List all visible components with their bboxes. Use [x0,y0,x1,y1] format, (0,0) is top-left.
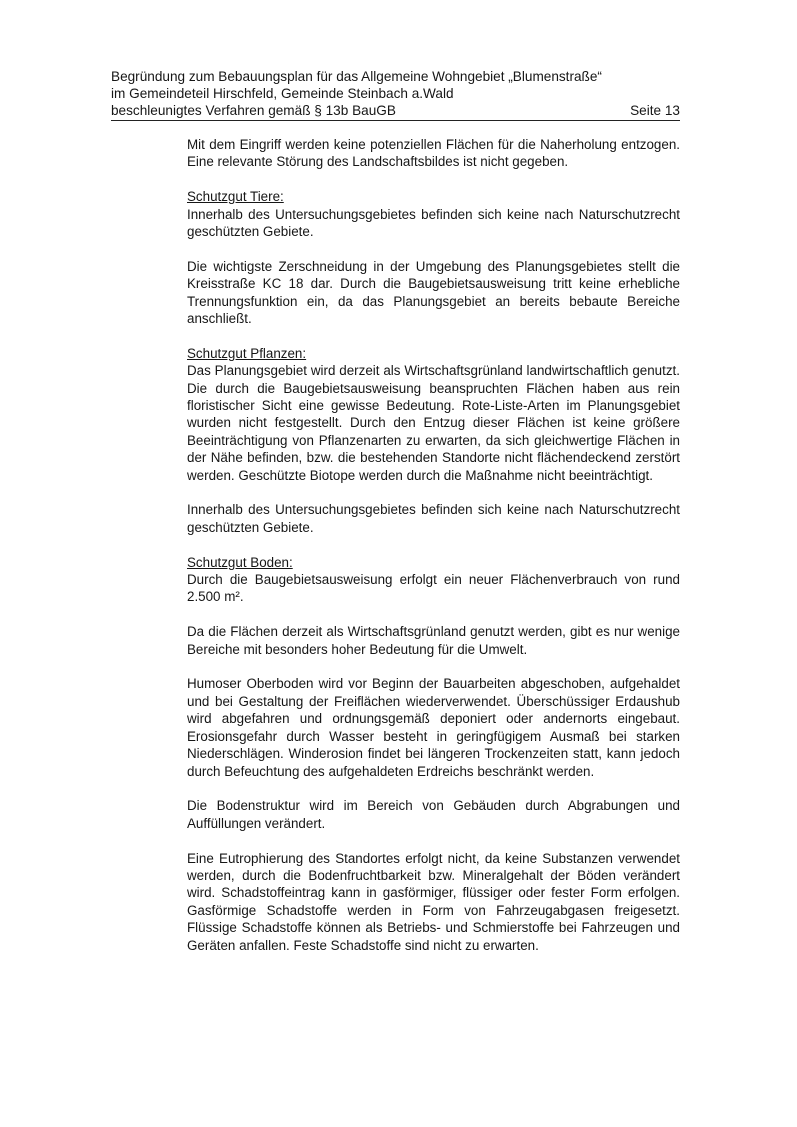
text-line: Flüssige Schadstoffe können als Betriebs- und Schmierstoffe bei Fahrzeugen und [187,920,680,936]
text-line: Kreisstraße KC 18 dar. Durch die Baugebietsausweisung tritt keine erhebliche [187,276,680,292]
header-rule-line [111,102,680,121]
text-line: Innerhalb des Untersuchungsgebietes befinden sich keine nach Naturschutzrecht [187,502,680,518]
paragraph [187,850,680,954]
paragraph [187,188,680,240]
text-line: Eine Eutrophierung des Standortes erfolgt nicht, da keine Substanzen verwendet [187,850,680,866]
text-line: Auffüllungen verändert. [187,815,326,831]
text-line: Geräten anfallen. Feste Schadstoffe sind nicht zu erwarten. [187,937,539,953]
text-line: Das Planungsgebiet wird derzeit als Wirtschaftsgrünland landwirtschaftlich genutzt. [187,363,680,379]
text-line: geschützten Gebiete. [187,224,314,240]
text-line: Die wichtigste Zerschneidung in der Umgebung des Planungsgebietes stellt die [187,258,680,274]
text-line: Humoser Oberboden wird vor Beginn der Bauarbeiten abgeschoben, aufgehaldet [187,676,680,692]
paragraph [187,675,680,779]
page-number: Seite 13 [630,103,680,118]
paragraph [187,258,680,328]
text-line: und bei Gestaltung der Freiflächen wiederverwendet. Überschüssiger Erdaushub [187,693,680,709]
text-line: wurden nicht festgestellt. Durch den Entzug dieser Flächen ist keine größere [187,415,680,431]
text-line: werden, durch die Bodenfruchtbarkeit bzw. Mineralgehalt der Böden verändert [187,867,680,883]
text-line: der Nähe befinden, bzw. die bestehenden Standorte nicht flächendeckend zerstört [187,450,680,466]
text-line: Trennungsfunktion ein, da das Planungsgebiet an bereits bebaute Bereiche [187,293,680,309]
paragraph [187,501,680,536]
text-line: Durch die Baugebietsausweisung erfolgt ein neuer Flächenverbrauch von rund [187,572,680,588]
text-line: wird abgefahren und ordnungsgemäß deponiert oder andernorts eingebaut. [187,711,680,727]
text-line: Die durch die Baugebietsausweisung beanspruchten Flächen haben aus rein [187,380,680,396]
paragraph [187,136,680,171]
text-line: Eine relevante Störung des Landschaftsbildes ist nicht gegeben. [187,154,569,170]
header-title-line-2: im Gemeindeteil Hirschfeld, Gemeinde Steinbach a.Wald [111,86,454,101]
page-header [111,68,680,121]
text-line: Beeinträchtigung von Pflanzenarten zu erwarten, da sich gleichwertige Flächen in [187,432,680,448]
text-line: Gasförmige Schadstoffe werden in Form von Fahrzeugabgasen freigesetzt. [187,902,680,918]
header-title-line-1: Begründung zum Bebauungsplan für das Allgemeine Wohngebiet „Blumenstraße“ [111,69,602,84]
section-heading: Schutzgut Pflanzen: [187,345,307,361]
text-line: Erosionsgefahr durch Wasser besteht in geringfügigem Ausmaß bei starken [187,728,680,744]
text-line: anschließt. [187,311,252,327]
text-line: durch Befeuchtung des aufgehaldeten Erdreichs beschränkt werden. [187,763,595,779]
document-body [187,136,680,971]
text-line: Bereiche mit besonders hoher Bedeutung für die Umwelt. [187,641,528,657]
paragraph [187,797,680,832]
text-line: geschützten Gebiete. [187,519,314,535]
text-line: Innerhalb des Untersuchungsgebietes befinden sich keine nach Naturschutzrecht [187,206,680,222]
text-line: werden. Geschützte Biotope werden durch die Maßnahme nicht beeinträchtigt. [187,467,653,483]
section-heading: Schutzgut Boden: [187,554,293,570]
section-heading: Schutzgut Tiere: [187,189,284,205]
text-line: Da die Flächen derzeit als Wirtschaftsgrünland genutzt werden, gibt es nur wenige [187,624,680,640]
text-line: Niederschlägen. Winderosion findet bei längeren Trockenzeiten statt, kann jedoch [187,746,680,762]
paragraph [187,345,680,484]
text-line: Mit dem Eingriff werden keine potenziellen Flächen für die Naherholung entzogen. [187,137,680,152]
text-line: Die Bodenstruktur wird im Bereich von Gebäuden durch Abgrabungen und [187,798,680,814]
text-line: wird. Schadstoffeintrag kann in gasförmiger, flüssiger oder fester Form erfolgen. [187,885,680,901]
text-line: 2.500 m². [187,589,244,605]
paragraph [187,554,680,606]
text-line: floristischer Sicht eine gewisse Bedeutung. Rote-Liste-Arten im Planungsgebiet [187,398,680,414]
header-title-line-3: beschleunigtes Verfahren gemäß § 13b BauGB [111,103,396,118]
paragraph [187,623,680,658]
